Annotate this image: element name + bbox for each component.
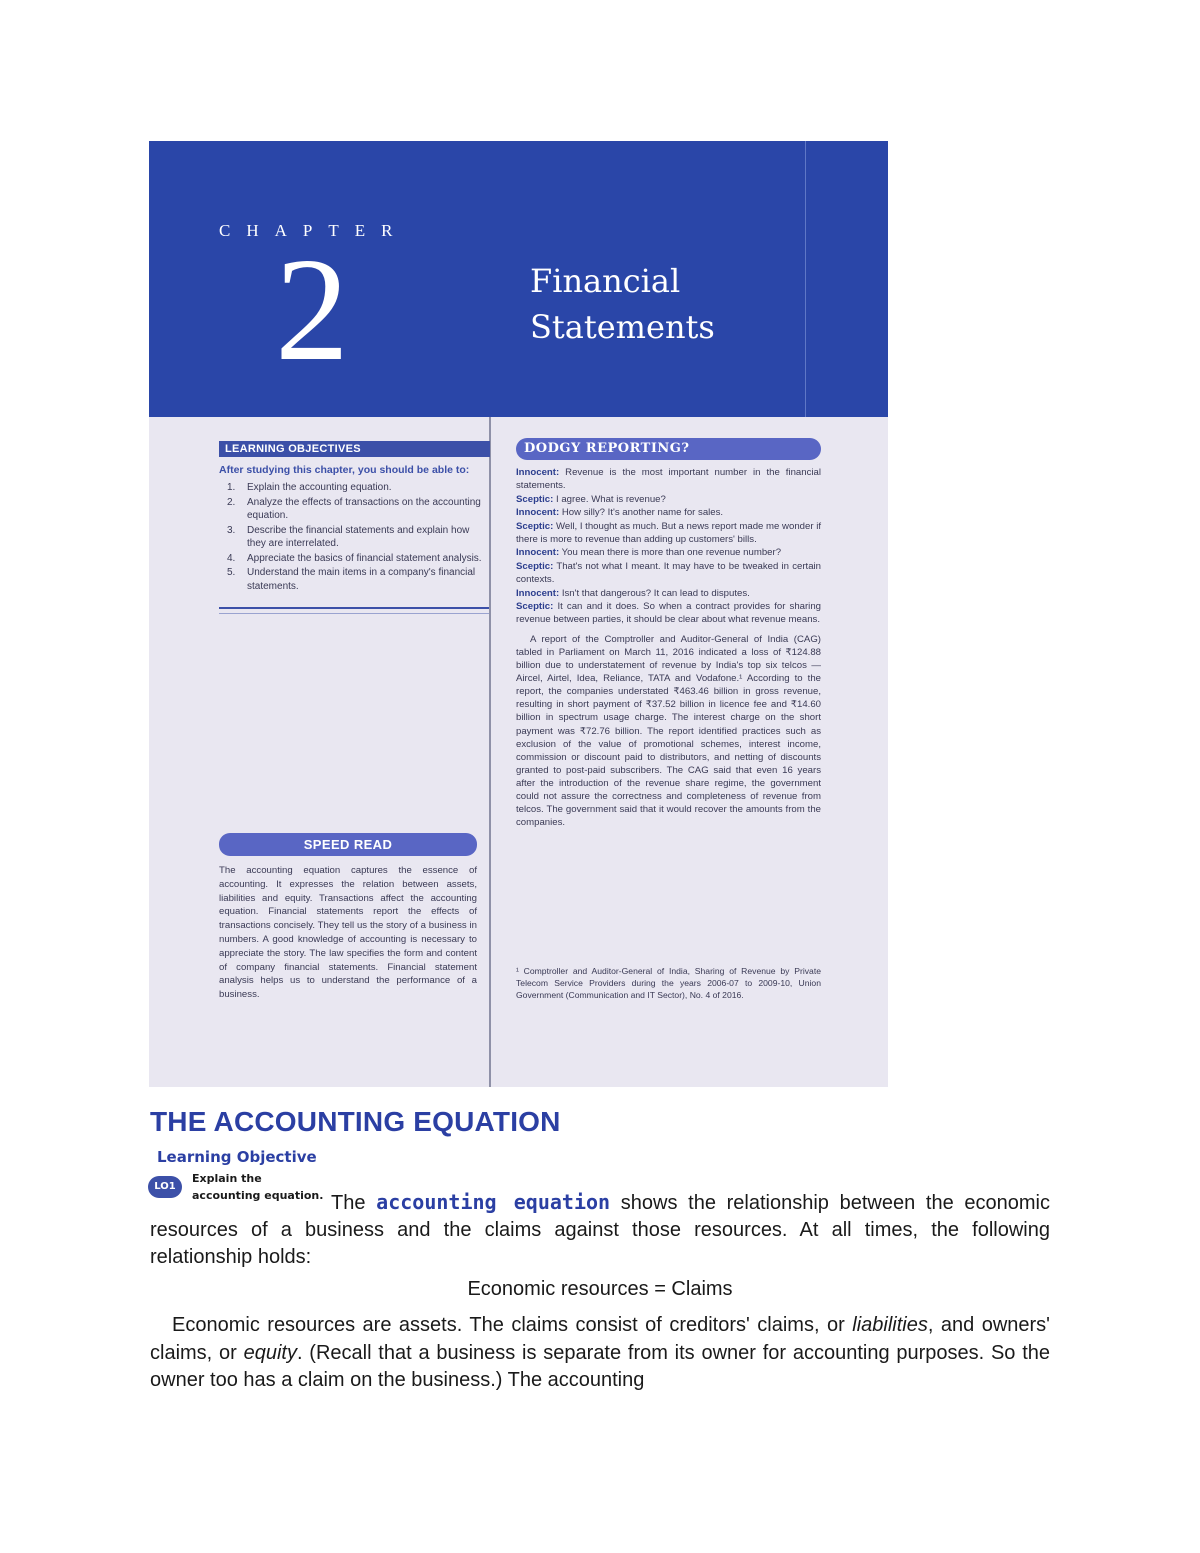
item-text: Analyze the effects of transactions on the accounting equation. (247, 496, 481, 521)
chapter-title-line-2: Statements (530, 308, 715, 346)
learning-objective-item (219, 524, 490, 551)
chapter-title (530, 258, 715, 350)
dialogue-line (516, 506, 821, 519)
speaker: Innocent: (516, 547, 560, 559)
item-number: 2. (227, 496, 236, 508)
learning-objective-label: Learning Objective (157, 1148, 317, 1166)
line-text: That's not what I meant. It may have to be tweaked in certain contexts. (516, 560, 821, 586)
section-heading: THE ACCOUNTING EQUATION (150, 1106, 561, 1137)
learning-objectives-intro: After studying this chapter, you should be able to: (219, 464, 470, 476)
para-text: , and owners' claims, or (150, 1314, 1050, 1364)
item-text: Understand the main items in a company's financial statements. (247, 567, 476, 592)
learning-objective-item (219, 496, 490, 523)
item-number: 4. (227, 552, 236, 564)
item-number: 5. (227, 567, 236, 578)
body-paragraph-1 (150, 1189, 1050, 1271)
dodgy-reporting-heading: DODGY REPORTING? (516, 438, 821, 460)
line-text: You mean there is more than one revenue number? (559, 547, 782, 559)
para-text: Economic resources are assets. The claims consist of creditors' claims, or (172, 1314, 853, 1336)
learning-objective-item (219, 552, 490, 566)
banner-divider (805, 141, 806, 417)
dialogue-line (516, 546, 821, 559)
key-term: accounting equation (376, 1190, 611, 1214)
para-text: The (331, 1192, 377, 1214)
learning-objectives-heading: LEARNING OBJECTIVES (219, 441, 490, 457)
line-text: How silly? It's another name for sales. (559, 507, 724, 519)
caption-line-2: accounting equation. (192, 1189, 324, 1202)
dialogue-line (516, 466, 821, 493)
dialogue-line (516, 587, 821, 600)
caption-line-1: Explain the (192, 1172, 262, 1185)
line-text: I agree. What is revenue? (553, 493, 666, 505)
chapter-number: 2 (275, 228, 349, 392)
item-text: Explain the accounting equation. (247, 482, 392, 493)
speed-read-heading: SPEED READ (219, 833, 477, 856)
lo1-badge: LO1 (148, 1176, 182, 1198)
speed-read-text: The accounting equation captures the essence of accounting. It expresses the relation between assets, liabilities and equity. Transactions affect the accounting equation. Financial statements report the effects of transactions concisely. They tell us the story of a business in numbers. A good knowledge of accounting is necessary to appreciate the story. The law specifies the form and content of company financial statements. Financial statement analysis helps us to understand the performance of a business. (219, 865, 477, 1001)
item-number: 3. (227, 524, 236, 536)
learning-objective-item (219, 481, 490, 495)
dialogue-line (516, 520, 821, 547)
equation: Economic resources = Claims (467, 1278, 733, 1300)
speaker: Innocent: (516, 587, 560, 599)
chapter-banner (149, 141, 888, 417)
item-text: Describe the financial statements and explain how they are interrelated. (247, 524, 470, 549)
cag-report-paragraph: A report of the Comptroller and Auditor-General of India (CAG) tabled in Parliament on March 11, 2016 indicated a loss of ₹124.88 billion due to understatement of revenue by India's top six telcos — Aircel, Airtel, Idea, Reliance, TATA and Vodafone.¹ According to the report, the companies understated ₹463.46 billion in gross revenue, resulting in short payment of ₹37.52 billion in licence fee and ₹14.60 billion in spectrum usage charge. The interest charge on the short payment was ₹72.76 billion. The report identified practices such as exclusion of the value of promotional schemes, interest income, commission or discount paid to distributors, and netting of discounts granted to post-paid subscribers. The CAG said that even 16 years after the introduction of the revenue share regime, the government could not assure the correctness and completeness of revenue from telcos. The government said that it would recover the amounts from the companies. (516, 633, 821, 829)
chapter-opener-image (149, 141, 888, 1087)
line-text: It can and it does. So when a contract provides for sharing revenue between parties, it should be clear about what revenue means. (516, 601, 821, 626)
term-equity: equity (243, 1341, 297, 1364)
line-text: Revenue is the most important number in the financial statements. (516, 467, 821, 492)
dialogue-line (516, 600, 821, 627)
objectives-rule-thin (219, 613, 489, 614)
footnote: ¹ Comptroller and Auditor-General of India, Sharing of Revenue by Private Telecom Service Providers during the years 2006-07 to 2009-10, Union Government (Communication and IT Sector), No. 4 of 2016. (516, 966, 821, 1000)
speaker: Innocent: (516, 507, 560, 519)
item-number: 1. (227, 482, 236, 493)
dialogue (516, 466, 821, 627)
para-text: shows the relationship between the economic resources of a business and the claims against those resources. At all times, the following relationship holds: (150, 1192, 1050, 1268)
speaker: Innocent: (516, 467, 560, 478)
dialogue-line (516, 493, 821, 506)
dodgy-reporting-panel (516, 438, 821, 829)
item-text: Appreciate the basics of financial statement analysis. (247, 552, 482, 564)
learning-objective-item (219, 566, 490, 593)
line-text: Well, I thought as much. But a news report made me wonder if there is more to revenue than adding up customers' bills. (516, 520, 821, 546)
speaker: Sceptic: (516, 520, 554, 532)
learning-objectives-list (219, 481, 490, 593)
speaker: Sceptic: (516, 560, 554, 572)
objectives-rule (219, 607, 489, 609)
learning-objectives-panel (219, 441, 490, 594)
term-liabilities: liabilities (852, 1314, 928, 1336)
speed-read-panel (219, 833, 477, 1002)
chapter-label: CHAPTER (219, 221, 409, 240)
body-paragraph-2 (150, 1312, 1050, 1395)
dialogue-line (516, 560, 821, 587)
speaker: Sceptic: (516, 601, 554, 613)
para-text: . (Recall that a business is separate from its owner for accounting purposes. So the owner too has a claim on the business.) The accounting (150, 1341, 1050, 1391)
chapter-title-line-1: Financial (530, 262, 681, 300)
speaker: Sceptic: (516, 493, 554, 505)
line-text: Isn't that dangerous? It can lead to disputes. (559, 587, 750, 599)
